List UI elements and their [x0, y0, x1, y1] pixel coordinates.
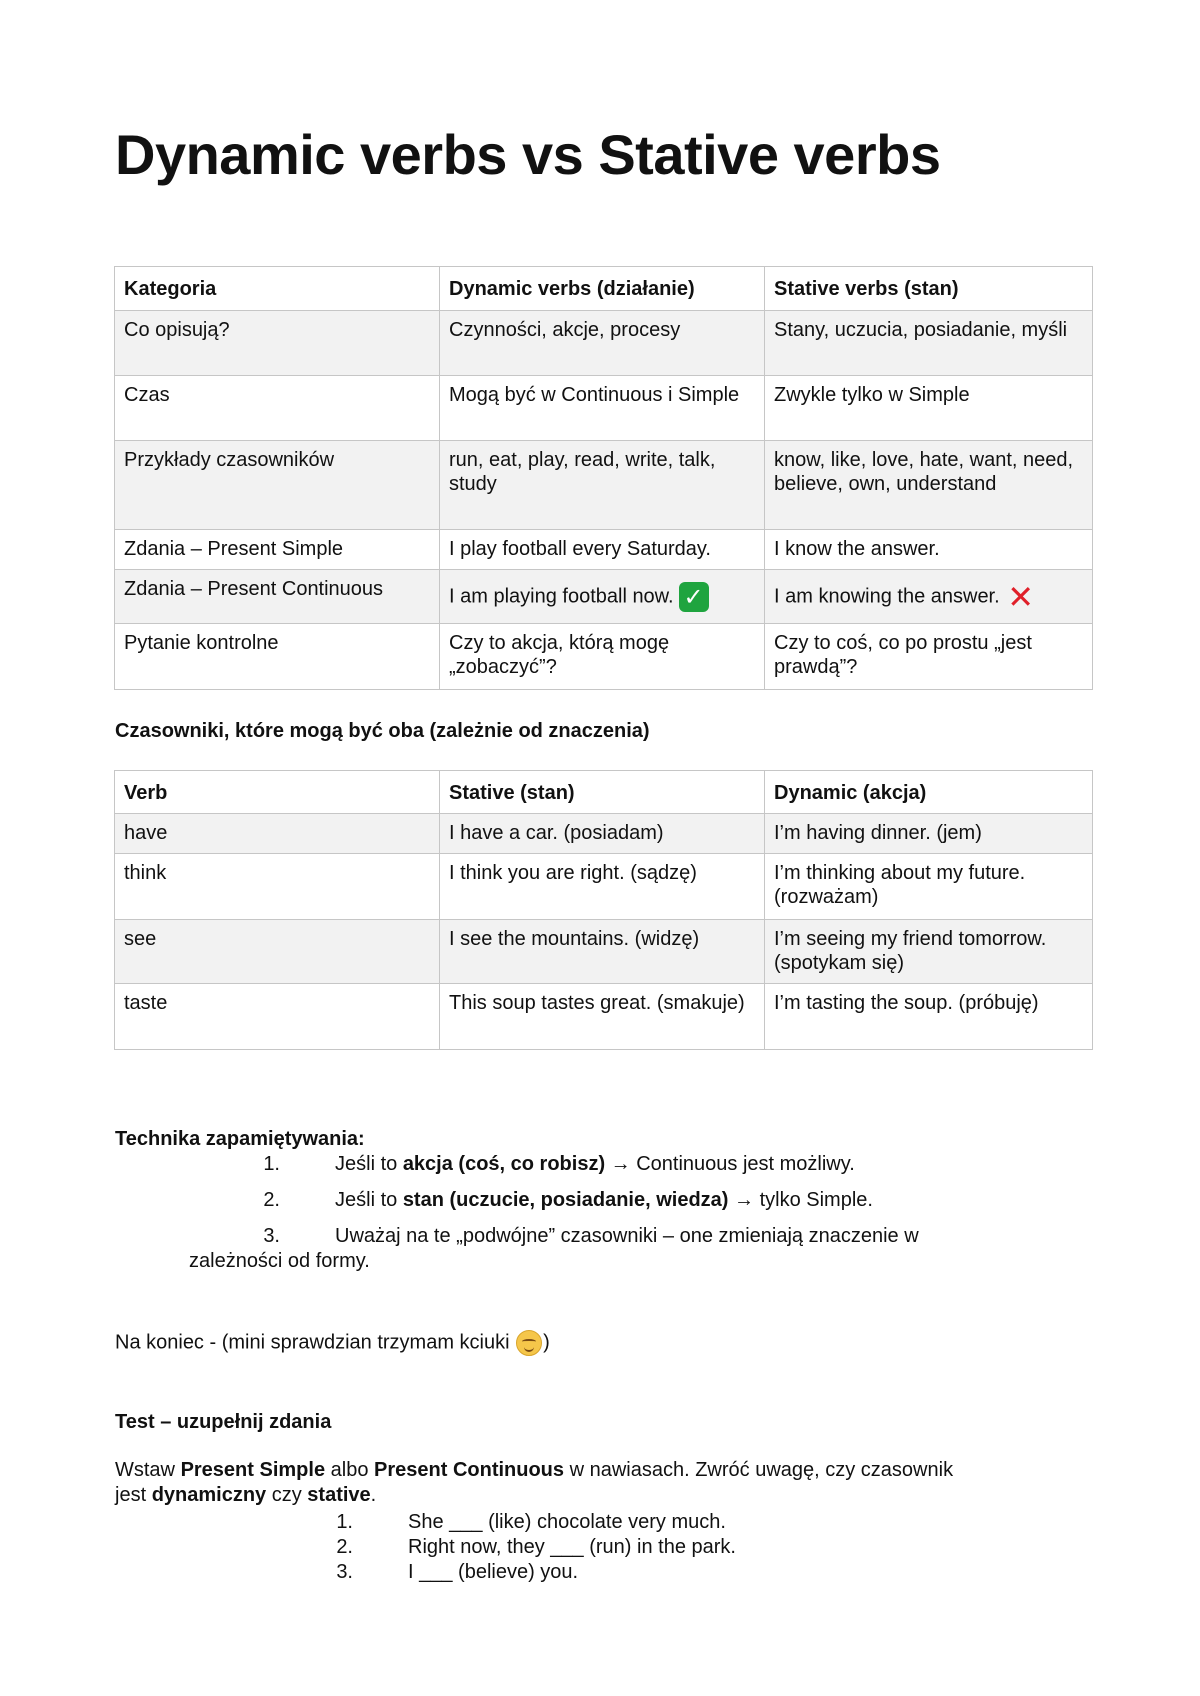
check-mark-icon: ✓ — [679, 582, 709, 612]
bold-text: stan (uczucie, posiadanie, wiedza) — [402, 1189, 729, 1211]
cross-mark-icon: ✕ — [1007, 577, 1035, 616]
table-row — [115, 920, 1093, 984]
text-span: → Continuous jest możliwy. — [605, 1153, 855, 1175]
table-cell: Zdania – Present Continuous — [115, 570, 440, 624]
text-span: Wstaw — [115, 1459, 181, 1481]
table-row — [115, 624, 1093, 690]
cell-text: I am playing football now. — [449, 584, 674, 607]
table-cell: Czas — [115, 376, 440, 441]
comparison-table — [114, 266, 1093, 690]
bold-text: dynamiczny — [151, 1484, 267, 1506]
table-cell: taste — [115, 984, 440, 1050]
bold-text: Present Simple — [180, 1459, 326, 1481]
table-cell: run, eat, play, read, write, talk, study — [440, 441, 765, 530]
table-cell: Czynności, akcje, procesy — [440, 311, 765, 376]
table-cell: This soup tastes great. (smakuje) — [440, 984, 765, 1050]
table-cell: Zdania – Present Simple — [115, 530, 440, 570]
table-row — [115, 984, 1093, 1050]
table-cell: I see the mountains. (widzę) — [440, 920, 765, 984]
table-cell: I’m tasting the soup. (próbuję) — [765, 984, 1093, 1050]
table-header-row — [115, 267, 1093, 311]
table-cell: I know the answer. — [765, 530, 1093, 570]
table-cell: Mogą być w Continuous i Simple — [440, 376, 765, 441]
table-row — [115, 441, 1093, 530]
table-cell: I think you are right. (sądzę) — [440, 854, 765, 920]
list-text — [335, 1188, 873, 1213]
dual-verbs-table — [114, 770, 1093, 1050]
table-row — [115, 311, 1093, 376]
table-cell: I’m seeing my friend tomorrow. (spotykam się) — [765, 920, 1093, 984]
table-cell: I play football every Saturday. — [440, 530, 765, 570]
text-span: ) — [543, 1331, 550, 1354]
smiling-face-icon — [516, 1330, 542, 1356]
table-cell: I’m having dinner. (jem) — [765, 814, 1093, 854]
table-cell: Co opisują? — [115, 311, 440, 376]
bold-text: stative — [307, 1484, 371, 1506]
list-number: 1. — [336, 1511, 353, 1533]
list-item-continuation: zależności od formy. — [189, 1250, 370, 1272]
text-span: jest — [115, 1484, 152, 1506]
text-span: Jeśli to — [335, 1153, 403, 1175]
list-number: 3. — [263, 1225, 280, 1247]
header-cell: Stative verbs (stan) — [765, 267, 1093, 311]
header-cell: Verb — [115, 771, 440, 814]
table-row — [115, 570, 1093, 624]
table-row — [115, 814, 1093, 854]
list-text: She ___ (like) chocolate very much. — [408, 1511, 726, 1533]
text-span: w nawiasach. Zwróć uwagę, czy czasownik — [564, 1459, 954, 1481]
cell-text: I am knowing the answer. — [774, 584, 1000, 607]
list-text: I ___ (believe) you. — [408, 1561, 579, 1583]
closing-note — [115, 1330, 550, 1356]
table-cell: I have a car. (posiadam) — [440, 814, 765, 854]
table-row — [115, 530, 1093, 570]
list-number: 2. — [336, 1536, 353, 1558]
table-cell: see — [115, 920, 440, 984]
table-cell: Zwykle tylko w Simple — [765, 376, 1093, 441]
header-cell: Dynamic verbs (działanie) — [440, 267, 765, 311]
list-number: 1. — [263, 1153, 280, 1175]
table-cell: Czy to coś, co po prostu „jest prawdą”? — [765, 624, 1093, 690]
bold-text: akcja (coś, co robisz) — [402, 1153, 606, 1175]
table-cell: I’m thinking about my future. (rozważam) — [765, 854, 1093, 920]
test-instructions — [115, 1458, 1095, 1508]
list-number: 3. — [336, 1561, 353, 1583]
bold-text: Present Continuous — [374, 1459, 565, 1481]
list-number: 2. — [263, 1189, 280, 1211]
header-cell: Kategoria — [115, 267, 440, 311]
list-text — [335, 1152, 855, 1177]
table-cell: Stany, uczucia, posiadanie, myśli — [765, 311, 1093, 376]
table-cell: know, like, love, hate, want, need, believe, own, understand — [765, 441, 1093, 530]
table-row — [115, 854, 1093, 920]
text-span: Jeśli to — [335, 1189, 403, 1211]
text-span: albo — [325, 1459, 375, 1481]
text-span: . — [370, 1484, 377, 1506]
text-span: → tylko Simple. — [728, 1189, 873, 1211]
table-cell — [765, 570, 1093, 624]
list-text: Uważaj na te „podwójne” czasowniki – one zmieniają znaczenie w — [335, 1225, 919, 1247]
table-cell: Pytanie kontrolne — [115, 624, 440, 690]
table-cell: Czy to akcja, którą mogę „zobaczyć”? — [440, 624, 765, 690]
text-span: Na koniec - (mini sprawdzian trzymam kciuki — [115, 1331, 516, 1354]
table-header-row — [115, 771, 1093, 814]
table-cell — [440, 570, 765, 624]
text-span: czy — [266, 1484, 308, 1506]
memory-heading: Technika zapamiętywania: — [115, 1128, 365, 1150]
section-heading: Czasowniki, które mogą być oba (zależnie od znaczenia) — [115, 720, 650, 742]
header-cell: Dynamic (akcja) — [765, 771, 1093, 814]
list-text: Right now, they ___ (run) in the park. — [408, 1536, 736, 1558]
table-cell: have — [115, 814, 440, 854]
test-heading: Test – uzupełnij zdania — [115, 1411, 332, 1433]
page-title: Dynamic verbs vs Stative verbs — [115, 123, 941, 186]
header-cell: Stative (stan) — [440, 771, 765, 814]
table-row — [115, 376, 1093, 441]
table-cell: think — [115, 854, 440, 920]
table-cell: Przykłady czasowników — [115, 441, 440, 530]
